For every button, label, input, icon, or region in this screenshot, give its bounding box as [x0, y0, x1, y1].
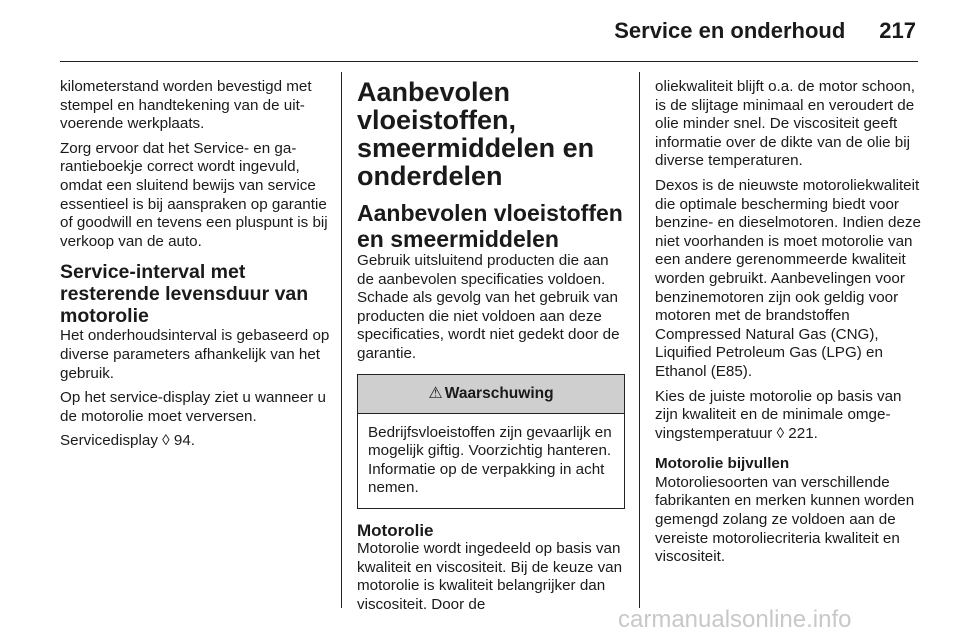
paragraph — [655, 388, 923, 444]
paragraph: Zorg ervoor dat het Service- en garantieboekje correct wordt ingevuld, omdat een sluitend bewijs van service essentieel is bij aanspraken op garantie of goodwill en tevens een pluspunt is bij verkoop van de auto. — [60, 139, 328, 250]
column-3 — [655, 78, 923, 573]
header-rule — [60, 61, 918, 62]
column-2 — [357, 78, 625, 620]
reference-page: 94. — [169, 432, 195, 450]
warning-box — [357, 374, 625, 509]
section-heading: Motorolie bijvullen — [655, 455, 790, 473]
paragraph: Het onderhoudsinterval is gebaseerd op diverse parameters afhankelijk van het gebruik. — [60, 327, 330, 382]
paragraph: Dexos is de nieuwste motoroliekwaliteit die optimale bescherming biedt voor benzine- en dieselmotoren. Indien deze niet voorhanden is moet motorolie van een andere gerenommeerde kwaliteit worden gebruikt. Aanbevelingen voor benzinemotoren zijn ook geldig voor motoren met de brandstoffen Compressed Natural Gas (CNG), Liquified Petroleum Gas (LPG) en Ethanol (E85). — [655, 176, 921, 380]
paragraph-text: Kies de juiste motorolie op basis van zijn kwaliteit en de minimale omgevingstemperatuur — [655, 387, 902, 442]
column-1 — [60, 78, 332, 457]
page-number: 217 — [879, 18, 916, 43]
section-heading: Service-interval met resterende levensduur van motorolie — [60, 261, 309, 328]
section-heading: Motorolie — [357, 520, 434, 540]
column-divider-2 — [639, 72, 640, 608]
paragraph: Motoroliesoorten van verschillende fabrikanten en merken kunnen worden gemengd zolang ze voldoen aan de vereiste motoroliecriteria kwaliteit en viscositeit. — [655, 473, 915, 566]
paragraph: oliekwaliteit blijft o.a. de motor schoon, is de slijtage minimaal en veroudert de olie minder snel. De viscositeit geeft informatie over de dikte van de olie bij diverse temperaturen. — [655, 78, 916, 170]
section-title: Service en onderhoud — [614, 18, 846, 43]
paragraph: Op het service-display ziet u wanneer u de motorolie moet verversen. — [60, 389, 326, 425]
cross-reference[interactable] — [60, 432, 332, 451]
chapter-title: Aanbevolen vloeistoffen, smeermiddelen en onderdelen — [357, 77, 595, 191]
paragraph: kilometerstand worden bevestigd met stempel en handtekening van de uitvoerende werkplaats. — [60, 78, 312, 133]
arrow-reference-icon: ◊ — [162, 432, 170, 450]
page-header — [614, 18, 916, 44]
arrow-reference-icon[interactable]: ◊ — [776, 424, 785, 442]
watermark: carmanualsonline.info — [618, 606, 852, 633]
warning-header — [358, 375, 624, 414]
section-subtitle: Aanbevolen vloeistoffen en smeermiddelen — [357, 200, 623, 252]
reference-page[interactable]: 221. — [784, 424, 818, 442]
paragraph: Motorolie wordt ingedeeld op basis van kwaliteit en viscositeit. Bij de keuze van motorolie is kwaliteit belangrijker dan viscositeit. Door de — [357, 539, 623, 613]
warning-triangle-icon: ⚠ — [428, 384, 443, 402]
warning-body: Bedrijfsvloeistoffen zijn gevaarlijk en mogelijk giftig. Voorzichtig hanteren. Informatie op de verpakking in acht nemen. — [368, 423, 612, 497]
column-divider-1 — [341, 72, 342, 608]
reference-label: Servicedisplay — [60, 432, 163, 450]
warning-title: Waarschuwing — [444, 384, 554, 402]
paragraph: Gebruik uitsluitend producten die aan de aanbevolen specificaties voldoen. Schade als gevolg van het gebruik van producten die niet voldoen aan deze specificaties, wordt niet gedekt door de garantie. — [357, 252, 620, 362]
